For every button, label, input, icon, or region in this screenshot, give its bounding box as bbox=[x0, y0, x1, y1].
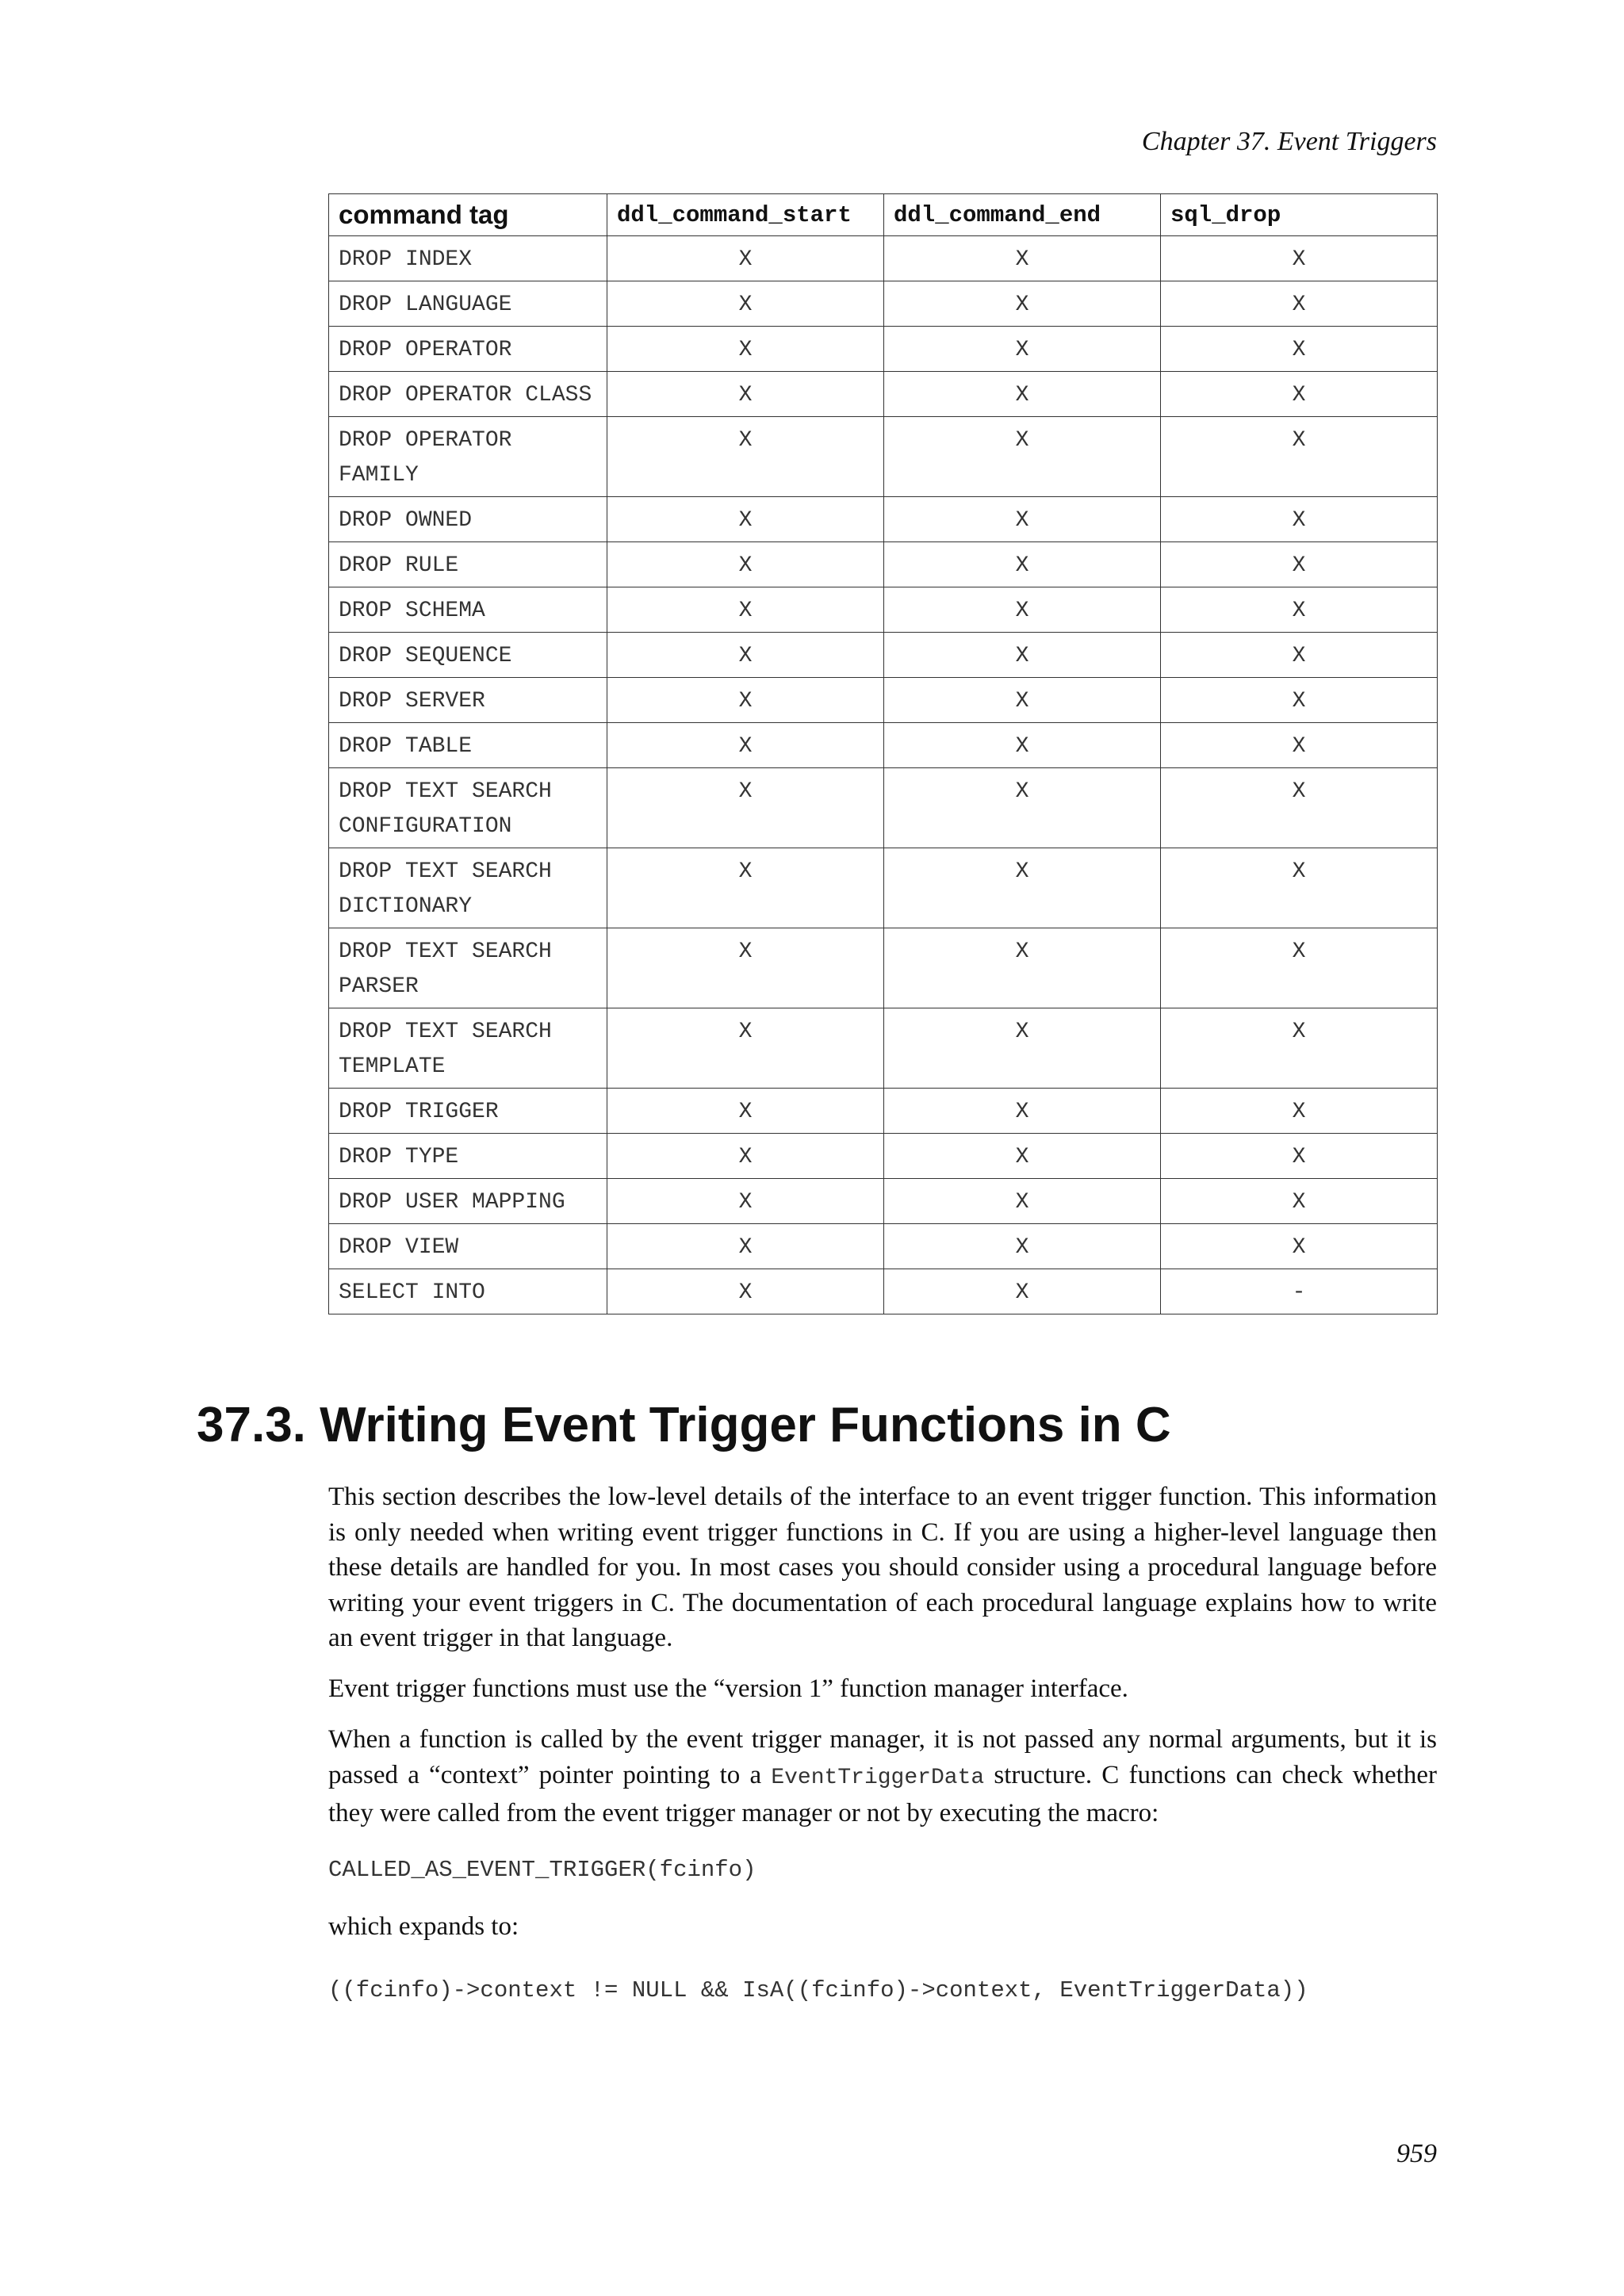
cell-ddl-command-end: X bbox=[884, 1269, 1161, 1314]
cell-ddl-command-end: X bbox=[884, 678, 1161, 723]
cell-command-tag: DROP OPERATOR CLASS bbox=[329, 372, 607, 417]
cell-ddl-command-end: X bbox=[884, 281, 1161, 327]
column-header-sql-drop: sql_drop bbox=[1161, 194, 1438, 236]
table-row bbox=[329, 1269, 1438, 1314]
cell-sql-drop: X bbox=[1161, 768, 1438, 848]
paragraph-context-text-before: When a function is called by the event trigger manager, it is not passed any normal arguments, but it is passed a “context” pointer pointing to a bbox=[328, 1725, 1437, 1789]
cell-ddl-command-end: X bbox=[884, 587, 1161, 633]
cell-command-tag: DROP SEQUENCE bbox=[329, 633, 607, 678]
cell-command-tag: DROP OPERATOR FAMILY bbox=[329, 417, 607, 497]
cell-ddl-command-start: X bbox=[607, 768, 884, 848]
cell-sql-drop: X bbox=[1161, 327, 1438, 372]
cell-sql-drop: X bbox=[1161, 587, 1438, 633]
code-called-as-event-trigger: CALLED_AS_EVENT_TRIGGER(fcinfo) bbox=[328, 1857, 756, 1883]
cell-ddl-command-start: X bbox=[607, 542, 884, 587]
paragraph-version: Event trigger functions must use the “version 1” function manager interface. bbox=[328, 1674, 1128, 1703]
cell-ddl-command-start: X bbox=[607, 587, 884, 633]
cell-command-tag: DROP TEXT SEARCH PARSER bbox=[329, 928, 607, 1008]
cell-command-tag: DROP SCHEMA bbox=[329, 587, 607, 633]
cell-ddl-command-end: X bbox=[884, 1179, 1161, 1224]
cell-sql-drop: X bbox=[1161, 542, 1438, 587]
cell-command-tag: DROP OWNED bbox=[329, 497, 607, 542]
cell-ddl-command-end: X bbox=[884, 1008, 1161, 1089]
cell-command-tag: DROP TYPE bbox=[329, 1134, 607, 1179]
cell-ddl-command-end: X bbox=[884, 497, 1161, 542]
cell-ddl-command-start: X bbox=[607, 281, 884, 327]
cell-command-tag: DROP INDEX bbox=[329, 236, 607, 281]
table-row bbox=[329, 1134, 1438, 1179]
paragraph-intro: This section describes the low-level details of the interface to an event trigger function. This information is only needed when writing event trigger functions in C. If you are using a higher-level language then these details are handled for you. In most cases you should consider using a procedural language before writing your event triggers in C. The documentation of each procedural language explains how to write an event trigger in that language. bbox=[328, 1483, 1437, 1652]
cell-sql-drop: X bbox=[1161, 633, 1438, 678]
table-row bbox=[329, 236, 1438, 281]
page-number: 959 bbox=[1396, 2139, 1437, 2168]
cell-sql-drop: - bbox=[1161, 1269, 1438, 1314]
cell-sql-drop: X bbox=[1161, 928, 1438, 1008]
cell-ddl-command-end: X bbox=[884, 1224, 1161, 1269]
table-row bbox=[329, 417, 1438, 497]
cell-ddl-command-end: X bbox=[884, 542, 1161, 587]
cell-command-tag: DROP TRIGGER bbox=[329, 1089, 607, 1134]
table-body bbox=[329, 236, 1438, 1314]
cell-sql-drop: X bbox=[1161, 1224, 1438, 1269]
cell-ddl-command-start: X bbox=[607, 678, 884, 723]
cell-ddl-command-start: X bbox=[607, 1089, 884, 1134]
cell-ddl-command-start: X bbox=[607, 327, 884, 372]
cell-command-tag: SELECT INTO bbox=[329, 1269, 607, 1314]
table-header-row bbox=[329, 194, 1438, 236]
cell-sql-drop: X bbox=[1161, 236, 1438, 281]
cell-sql-drop: X bbox=[1161, 848, 1438, 928]
column-header-ddl-command-end: ddl_command_end bbox=[884, 194, 1161, 236]
cell-command-tag: DROP VIEW bbox=[329, 1224, 607, 1269]
cell-ddl-command-end: X bbox=[884, 1089, 1161, 1134]
cell-ddl-command-end: X bbox=[884, 723, 1161, 768]
cell-sql-drop: X bbox=[1161, 372, 1438, 417]
table-row bbox=[329, 848, 1438, 928]
cell-ddl-command-start: X bbox=[607, 497, 884, 542]
cell-ddl-command-end: X bbox=[884, 327, 1161, 372]
cell-sql-drop: X bbox=[1161, 1089, 1438, 1134]
table-row bbox=[329, 497, 1438, 542]
table-row bbox=[329, 1179, 1438, 1224]
cell-sql-drop: X bbox=[1161, 1008, 1438, 1089]
paragraph-expands: which expands to: bbox=[328, 1912, 519, 1941]
cell-ddl-command-start: X bbox=[607, 723, 884, 768]
cell-sql-drop: X bbox=[1161, 678, 1438, 723]
cell-sql-drop: X bbox=[1161, 497, 1438, 542]
cell-ddl-command-end: X bbox=[884, 633, 1161, 678]
paragraph-context-text-after: structure. C functions can check whether they were called from the event trigger manager or not by executing the macro: bbox=[328, 1760, 1437, 1827]
cell-sql-drop: X bbox=[1161, 281, 1438, 327]
cell-command-tag: DROP SERVER bbox=[329, 678, 607, 723]
table-row bbox=[329, 1224, 1438, 1269]
cell-command-tag: DROP TABLE bbox=[329, 723, 607, 768]
event-trigger-command-table bbox=[328, 193, 1438, 1314]
cell-ddl-command-end: X bbox=[884, 848, 1161, 928]
cell-sql-drop: X bbox=[1161, 1134, 1438, 1179]
table-row bbox=[329, 678, 1438, 723]
cell-ddl-command-start: X bbox=[607, 372, 884, 417]
cell-command-tag: DROP OPERATOR bbox=[329, 327, 607, 372]
cell-command-tag: DROP TEXT SEARCH TEMPLATE bbox=[329, 1008, 607, 1089]
table-row bbox=[329, 587, 1438, 633]
table-row bbox=[329, 542, 1438, 587]
table-row bbox=[329, 327, 1438, 372]
cell-ddl-command-start: X bbox=[607, 417, 884, 497]
cell-ddl-command-start: X bbox=[607, 1008, 884, 1089]
table-row bbox=[329, 928, 1438, 1008]
cell-ddl-command-end: X bbox=[884, 372, 1161, 417]
cell-ddl-command-start: X bbox=[607, 848, 884, 928]
cell-command-tag: DROP LANGUAGE bbox=[329, 281, 607, 327]
cell-command-tag: DROP RULE bbox=[329, 542, 607, 587]
table-row bbox=[329, 372, 1438, 417]
cell-ddl-command-end: X bbox=[884, 236, 1161, 281]
paragraph-context bbox=[328, 1722, 1437, 1831]
table-row bbox=[329, 281, 1438, 327]
table-row bbox=[329, 768, 1438, 848]
code-macro-expansion: ((fcinfo)->context != NULL && IsA((fcinfo)->context, EventTriggerData)) bbox=[328, 1977, 1308, 2003]
table-row bbox=[329, 723, 1438, 768]
table-row bbox=[329, 1089, 1438, 1134]
column-header-command-tag: command tag bbox=[329, 194, 607, 236]
section-title: 37.3. Writing Event Trigger Functions in C bbox=[197, 1398, 1171, 1452]
table-row bbox=[329, 633, 1438, 678]
cell-ddl-command-start: X bbox=[607, 236, 884, 281]
cell-command-tag: DROP TEXT SEARCH DICTIONARY bbox=[329, 848, 607, 928]
table-row bbox=[329, 1008, 1438, 1089]
cell-ddl-command-end: X bbox=[884, 417, 1161, 497]
cell-command-tag: DROP TEXT SEARCH CONFIGURATION bbox=[329, 768, 607, 848]
running-header: Chapter 37. Event Triggers bbox=[1141, 127, 1437, 156]
cell-sql-drop: X bbox=[1161, 417, 1438, 497]
cell-sql-drop: X bbox=[1161, 1179, 1438, 1224]
cell-ddl-command-end: X bbox=[884, 928, 1161, 1008]
cell-ddl-command-start: X bbox=[607, 1224, 884, 1269]
column-header-ddl-command-start: ddl_command_start bbox=[607, 194, 884, 236]
cell-ddl-command-start: X bbox=[607, 1179, 884, 1224]
cell-ddl-command-end: X bbox=[884, 768, 1161, 848]
cell-ddl-command-start: X bbox=[607, 1134, 884, 1179]
cell-command-tag: DROP USER MAPPING bbox=[329, 1179, 607, 1224]
cell-ddl-command-start: X bbox=[607, 1269, 884, 1314]
cell-ddl-command-end: X bbox=[884, 1134, 1161, 1179]
inline-code-eventtriggerdata: EventTriggerData bbox=[771, 1765, 985, 1790]
cell-ddl-command-start: X bbox=[607, 633, 884, 678]
cell-ddl-command-start: X bbox=[607, 928, 884, 1008]
cell-sql-drop: X bbox=[1161, 723, 1438, 768]
